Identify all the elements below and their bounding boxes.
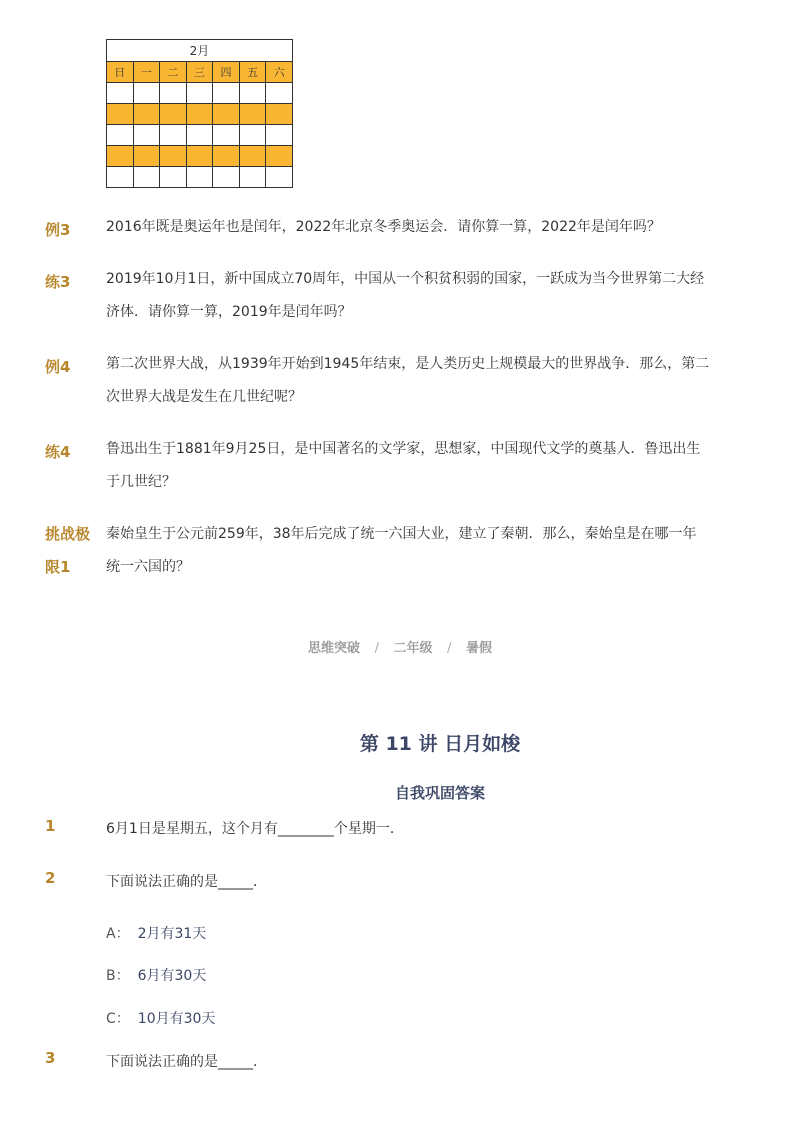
problem-text-challenge1 (106, 518, 726, 584)
problem-line: 第二次世界大战，从1939年开始到1945年结束，是人类历史上规模最大的世界战争．那么，第二 (106, 356, 710, 372)
problem-line: 2016年既是奥运年也是闰年，2022年北京冬季奥运会．请你算一算，2022年是闰年吗？ (106, 219, 661, 235)
option-text: 6月有30天 (137, 968, 207, 984)
problem-label-practice3: 练3 (45, 273, 71, 291)
problem-line: 鲁迅出生于1881年9月25日，是中国著名的文学家，思想家，中国现代文学的奠基人．鲁迅出生 (106, 441, 701, 457)
footer-separator: / (374, 641, 379, 656)
section-title: 自我巩固答案 (394, 784, 485, 802)
problem-line: 济体．请你算一算，2019年是闰年吗？ (106, 304, 352, 320)
problem-text-example3 (106, 211, 726, 244)
answer-number: 1 (45, 817, 56, 835)
answer-option (106, 923, 206, 943)
calendar-week-row (107, 83, 293, 104)
weekday-cell: 日 (107, 62, 134, 83)
answer-option (106, 965, 206, 985)
footer-item: 二年级 (393, 641, 433, 656)
answer-question: 6月1日是星期五，这个月有________个星期一． (106, 821, 404, 837)
calendar-week-row (107, 104, 293, 125)
problem-text-practice3 (106, 263, 726, 329)
problem-label-practice4: 练4 (45, 443, 71, 461)
option-text: 2月有31天 (137, 926, 207, 942)
calendar-weekday-row (107, 62, 293, 83)
problem-line: 次世界大战是发生在几世纪呢？ (106, 389, 302, 405)
calendar-week-row (107, 125, 293, 146)
footer-separator: / (447, 641, 452, 656)
problem-line: 2019年10月1日，新中国成立70周年，中国从一个积贫积弱的国家，一跃成为当今世界第二大经 (106, 271, 705, 287)
problem-line: 秦始皇生于公元前259年，38年后完成了统一六国大业，建立了秦朝．那么，秦始皇是在哪一年 (106, 526, 697, 542)
label-line: 挑战极 (45, 525, 91, 543)
weekday-cell: 二 (160, 62, 187, 83)
weekday-cell: 六 (266, 62, 293, 83)
weekday-cell: 三 (186, 62, 213, 83)
option-key: B： (106, 968, 130, 984)
option-key: A： (106, 926, 130, 942)
option-text: 10月有30天 (137, 1011, 216, 1027)
answer-option (106, 1008, 215, 1028)
weekday-cell: 一 (133, 62, 160, 83)
problem-label-example4: 例4 (45, 358, 71, 376)
problem-text-practice4 (106, 433, 726, 499)
label-line: 限1 (45, 558, 71, 576)
problem-text-example4 (106, 348, 726, 414)
problem-line: 于几世纪？ (106, 474, 176, 490)
weekday-cell: 五 (239, 62, 266, 83)
problem-line: 统一六国的？ (106, 559, 190, 575)
answer-question: 下面说法正确的是_____． (106, 874, 267, 890)
page-footer (0, 637, 800, 656)
weekday-cell: 四 (213, 62, 240, 83)
answer-number: 2 (45, 869, 56, 887)
calendar-week-row (107, 146, 293, 167)
problem-label-challenge1 (45, 518, 90, 584)
calendar-title: 2月 (107, 40, 293, 62)
footer-item: 暑假 (465, 641, 492, 656)
answer-number: 3 (45, 1049, 56, 1067)
option-key: C： (106, 1011, 130, 1027)
february-calendar (106, 39, 293, 188)
problem-label-example3: 例3 (45, 221, 71, 239)
footer-item: 思维突破 (308, 641, 361, 656)
answer-question: 下面说法正确的是_____． (106, 1054, 267, 1070)
lecture-title: 第 11 讲 日月如梭 (359, 733, 521, 755)
calendar-week-row (107, 167, 293, 188)
